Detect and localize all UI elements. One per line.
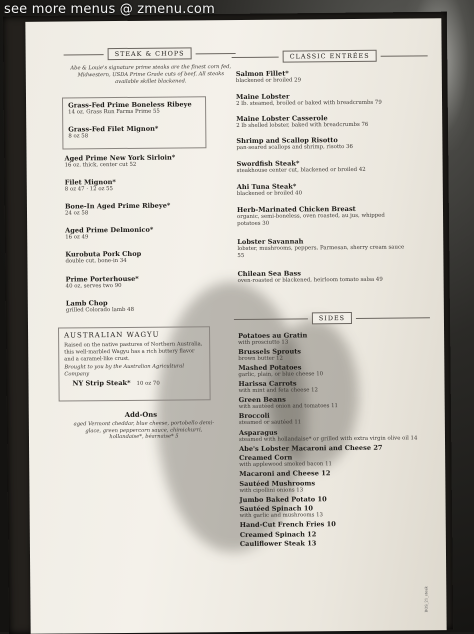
watermark: see more menus @ zmenu.com (4, 2, 215, 17)
menu-item: Salmon Fillet* blackened or broiled 29 (235, 69, 302, 84)
list-item: Sautéed Spinach 10 with garlic and mushrooms 13 (239, 504, 323, 520)
list-item: Macaroni and Cheese 12 (239, 469, 331, 479)
list-item: Hand-Cut French Fries 10 (239, 520, 336, 530)
menu-code: BOS_21_steak (424, 586, 429, 613)
list-item: Potatoes au Gratin with prosciutto 13 (238, 331, 308, 346)
classic-entrees-title: CLASSIC ENTRÉES (283, 50, 377, 63)
menu-item: Lamb Chop grilled Colorado lamb 48 (65, 299, 135, 314)
menu-item: Filet Mignon* 8 oz 47 · 12 oz 55 (64, 178, 116, 193)
list-item: Asparagus steamed with hollandaise* or grilled with extra virgin olive oil 14 (238, 428, 418, 443)
sides-title: SIDES (312, 312, 352, 324)
wagyu-title: AUSTRALIAN WAGYU (64, 330, 160, 340)
menu-item: Grass-Fed Filet Mignon* 8 oz 58 (68, 124, 159, 140)
menu-item: Prime Porterhouse* 40 oz, serves two 90 (65, 274, 139, 290)
list-item: Creamed Corn with applewood smoked bacon 11 (239, 453, 332, 469)
menu-item: Chilean Sea Bass oven-roasted or blackened, heirloom tomato salsa 49 (237, 269, 383, 284)
sides-header (234, 310, 430, 326)
menu-item: Maine Lobster Casserole 2 lb shelled lobster, baked with breadcrumbs 76 (236, 114, 369, 129)
addons-title: Add-Ons (124, 410, 158, 419)
menu-page (25, 18, 446, 634)
list-item: Sautéed Mushrooms with cipollini onions 13 (239, 479, 316, 494)
list-item: Creamed Spinach 12 (239, 530, 317, 539)
addons-text: aged Vermont cheddar, blue cheese, portobello demi-glace, green peppercorn sauce, chimichurri, hollandaise*, béarnaise* 5 (73, 420, 215, 441)
list-item: Mashed Potatoes garlic, plain, or blue cheese 10 (238, 363, 324, 379)
list-item: Jumbo Baked Potato 10 (239, 495, 327, 504)
wagyu-intro: Raised on the native pastures of Northern Australia, this well-marbled Wagyu has a rich buttery flavor and a caramel-like crust. (64, 341, 203, 363)
steak-chops-intro: Abe & Louie's signature prime steaks are the finest corn fed, Midwestern, USDA Prime Grade cuts of beef. All steaks available skillet blackened. (70, 64, 232, 85)
wagyu-credit: Brought to you by the Australian Agricultural Company (64, 363, 185, 378)
menu-item: Ahi Tuna Steak* blackened or broiled 40 (236, 182, 303, 197)
menu-item: Shrimp and Scallop Risotto pan-seared scallops and shrimp, risotto 36 (236, 136, 353, 151)
steak-chops-title: STEAK & CHOPS (108, 47, 192, 60)
menu-item: Grass-Fed Prime Boneless Ribeye 14 oz. Grass Run Farms Prime 55 (68, 100, 192, 116)
menu-item: Aged Prime Delmonico* 16 oz 49 (65, 225, 154, 241)
classic-entrees-header (232, 48, 428, 64)
list-item: Abe's Lobster Macaroni and Cheese 27 (239, 443, 383, 453)
menu-item: Herb-Marinated Chicken Breast organic, semi-boneless, oven roasted, au jus, whipped potatoes 30 (236, 204, 385, 227)
menu-item: Bone-In Aged Prime Ribeye* 24 oz 58 (64, 201, 171, 217)
steak-chops-header (64, 46, 236, 62)
wagyu-item: NY Strip Steak* 10 oz 70 (72, 378, 160, 388)
menu-item: Swordfish Steak* steakhouse center cut, blackened or broiled 42 (236, 159, 366, 174)
list-item: Green Beans with sautéed onion and tomatoes 11 (238, 395, 338, 411)
list-item: Broccoli steamed or sautéed 11 (238, 412, 302, 427)
list-item: Cauliflower Steak 13 (239, 539, 317, 549)
list-item: Harissa Carrots with mint and feta cheese 12 (238, 379, 319, 395)
menu-item: Aged Prime New York Sirloin* 16 oz. thick, center cut 52 (64, 153, 176, 169)
menu-item: Kurobuta Pork Chop double cut, bone-in 34 (65, 249, 142, 265)
menu-item: Lobster Savannah lobster, mushrooms, peppers, Parmesan, sherry cream sauce 55 (237, 237, 405, 259)
sides-list (238, 330, 430, 550)
list-item: Brussels Sprouts brown butter 12 (238, 347, 302, 363)
menu-item: Maine Lobster 2 lb. steamed, broiled or baked with breadcrumbs 79 (235, 92, 382, 107)
